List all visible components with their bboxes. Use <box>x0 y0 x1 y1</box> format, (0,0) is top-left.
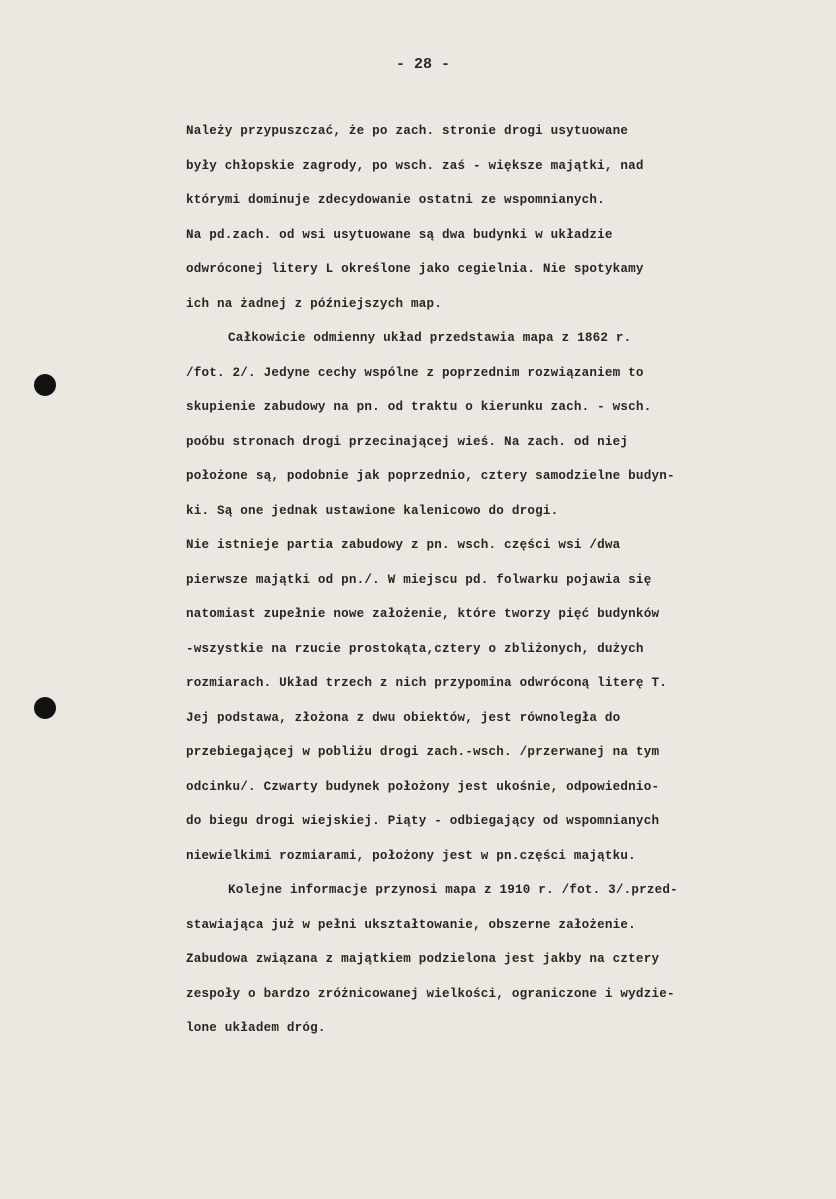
text-line: natomiast zupełnie nowe założenie, które tworzy pięć budynków <box>186 607 660 621</box>
text-line: położone są, podobnie jak poprzednio, cztery samodzielne budyn- <box>186 469 675 483</box>
text-line: niewielkimi rozmiarami, położony jest w pn.części majątku. <box>186 848 636 863</box>
text-line: Nie istnieje partia zabudowy z pn. wsch. części wsi /dwa <box>186 538 621 552</box>
text-line: -wszystkie na rzucie prostokąta,cztery o zbliżonych, dużych <box>186 641 644 656</box>
text-line: skupienie zabudowy na pn. od traktu o kierunku zach. - wsch. <box>186 400 652 414</box>
text-line: Zabudowa związana z majątkiem podzielona jest jakby na cztery <box>186 952 660 966</box>
text-line: były chłopskie zagrody, po wsch. zaś - większe majątki, nad <box>186 158 644 173</box>
text-line: ki. Są one jednak ustawione kalenicowo do drogi. <box>186 503 559 518</box>
text-line: ich na żadnej z późniejszych map. <box>186 296 442 311</box>
text-line: lone układem dróg. <box>186 1021 326 1035</box>
text-line: Całkowicie odmienny układ przedstawia mapa z 1862 r. <box>228 331 632 345</box>
text-line: pierwsze majątki od pn./. W miejscu pd. folwarku pojawia się <box>186 572 652 587</box>
text-line: poóbu stronach drogi przecinającej wieś. Na zach. od niej <box>186 434 629 449</box>
text-line: /fot. 2/. Jedyne cechy wspólne z poprzednim rozwiązaniem to <box>186 365 644 380</box>
punch-hole <box>34 697 56 719</box>
text-line: Na pd.zach. od wsi usytuowane są dwa budynki w układzie <box>186 227 613 242</box>
text-line: Kolejne informacje przynosi mapa z 1910 r. /fot. 3/.przed- <box>228 883 678 897</box>
text-line: odwróconej litery L określone jako cegielnia. Nie spotykamy <box>186 262 644 276</box>
page-number: - 28 - <box>395 56 450 73</box>
text-line: odcinku/. Czwarty budynek położony jest ukośnie, odpowiednio- <box>186 779 660 794</box>
text-line: zespoły o bardzo zróżnicowanej wielkości, ograniczone i wydzie- <box>186 986 675 1001</box>
typewritten-text <box>186 120 818 1052</box>
text-line: do biegu drogi wiejskiej. Piąty - odbiegający od wspomnianych <box>186 814 660 828</box>
text-line: przebiegającej w pobliżu drogi zach.-wsch. /przerwanej na tym <box>186 745 660 759</box>
punch-hole <box>34 374 56 396</box>
text-line: którymi dominuje zdecydowanie ostatni ze wspomnianych. <box>186 193 605 207</box>
text-line: rozmiarach. Układ trzech z nich przypomina odwróconą literę T. <box>186 676 667 690</box>
text-line: Jej podstawa, złożona z dwu obiektów, jest równoległa do <box>186 710 621 725</box>
text-line: Należy przypuszczać, że po zach. stronie drogi usytuowane <box>186 124 629 138</box>
text-line: stawiająca już w pełni ukształtowanie, obszerne założenie. <box>186 917 636 932</box>
